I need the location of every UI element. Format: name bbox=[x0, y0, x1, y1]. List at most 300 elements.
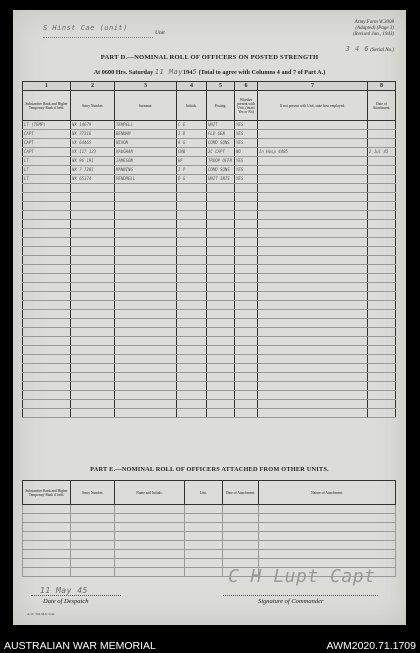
table-cell bbox=[23, 265, 71, 274]
table-cell bbox=[368, 409, 396, 418]
col-header-unit: Unit. bbox=[185, 481, 223, 505]
table-cell bbox=[23, 274, 71, 283]
serial-number bbox=[346, 45, 394, 53]
table-cell bbox=[235, 247, 258, 256]
table-cell bbox=[207, 238, 235, 247]
table-cell bbox=[177, 373, 207, 382]
table-cell bbox=[177, 193, 207, 202]
table-cell: VX 117 123 bbox=[71, 148, 115, 157]
table-cell bbox=[23, 256, 71, 265]
table-cell bbox=[115, 337, 177, 346]
table-cell bbox=[235, 391, 258, 400]
table-row bbox=[23, 148, 396, 157]
blank-row bbox=[23, 337, 396, 346]
table-cell bbox=[177, 211, 207, 220]
table-cell bbox=[368, 157, 396, 166]
table-cell bbox=[71, 346, 115, 355]
table-cell bbox=[368, 310, 396, 319]
table-cell bbox=[115, 202, 177, 211]
table-cell bbox=[258, 346, 368, 355]
table-cell bbox=[71, 364, 115, 373]
table-cell bbox=[368, 220, 396, 229]
table-cell bbox=[177, 274, 207, 283]
blank-row bbox=[23, 550, 396, 559]
table-cell bbox=[177, 238, 207, 247]
despatch-date-handwriting: 11 May 45 bbox=[40, 586, 88, 595]
col-header-present: Whether present with Unit. (insert Yes or No) bbox=[235, 91, 258, 121]
blank-row bbox=[23, 283, 396, 292]
column-number-row bbox=[23, 82, 396, 91]
table-cell bbox=[71, 409, 115, 418]
table-cell bbox=[71, 505, 115, 514]
table-cell bbox=[177, 184, 207, 193]
table-cell bbox=[71, 568, 115, 577]
table-cell bbox=[71, 184, 115, 193]
table-cell: A G bbox=[177, 139, 207, 148]
table-cell bbox=[115, 541, 185, 550]
col-header-posting: Posting. bbox=[207, 91, 235, 121]
table-cell: J P bbox=[177, 166, 207, 175]
table-cell bbox=[71, 202, 115, 211]
table-cell bbox=[258, 409, 368, 418]
table-cell bbox=[185, 568, 223, 577]
blank-row bbox=[23, 193, 396, 202]
table-cell bbox=[177, 409, 207, 418]
table-cell bbox=[185, 514, 223, 523]
table-cell bbox=[115, 193, 177, 202]
blank-row bbox=[23, 211, 396, 220]
table-cell: C E bbox=[177, 121, 207, 130]
part-e-header-row bbox=[23, 481, 396, 505]
table-cell bbox=[207, 256, 235, 265]
table-cell bbox=[23, 559, 71, 568]
table-cell bbox=[368, 292, 396, 301]
blank-row bbox=[23, 514, 396, 523]
table-cell bbox=[185, 532, 223, 541]
table-cell bbox=[115, 382, 177, 391]
table-cell bbox=[235, 409, 258, 418]
table-cell bbox=[71, 337, 115, 346]
blank-row bbox=[23, 184, 396, 193]
table-cell bbox=[71, 301, 115, 310]
blank-row bbox=[23, 310, 396, 319]
table-cell: PENDRELL bbox=[115, 175, 177, 184]
table-cell: NX 14679 bbox=[71, 121, 115, 130]
table-cell bbox=[177, 265, 207, 274]
col-header-initials: Initials. bbox=[177, 91, 207, 121]
table-cell bbox=[368, 184, 396, 193]
table-cell: TEMPELL bbox=[115, 121, 177, 130]
col-header-employment: If not present with Unit, state how employed. bbox=[258, 91, 368, 121]
table-cell bbox=[177, 229, 207, 238]
col-number: 1 bbox=[23, 82, 71, 91]
subtitle-date: 11 May bbox=[154, 68, 184, 76]
table-cell bbox=[207, 301, 235, 310]
table-cell bbox=[115, 211, 177, 220]
table-cell bbox=[259, 532, 396, 541]
table-cell bbox=[258, 364, 368, 373]
table-cell bbox=[258, 355, 368, 364]
table-cell bbox=[115, 247, 177, 256]
table-cell: D G bbox=[177, 175, 207, 184]
table-cell: CAPT bbox=[23, 148, 71, 157]
table-cell bbox=[115, 346, 177, 355]
table-cell: 2C CAPT bbox=[207, 148, 235, 157]
table-cell bbox=[71, 274, 115, 283]
blank-row bbox=[23, 256, 396, 265]
table-cell bbox=[115, 400, 177, 409]
table-cell bbox=[207, 202, 235, 211]
table-cell bbox=[368, 229, 396, 238]
table-cell: COMD SQNS bbox=[207, 166, 235, 175]
blank-row bbox=[23, 391, 396, 400]
table-cell: NIXON bbox=[115, 139, 177, 148]
table-cell bbox=[71, 193, 115, 202]
table-cell bbox=[177, 382, 207, 391]
table-cell bbox=[23, 532, 71, 541]
table-cell bbox=[258, 283, 368, 292]
table-cell bbox=[235, 202, 258, 211]
table-cell bbox=[23, 409, 71, 418]
table-cell bbox=[368, 166, 396, 175]
table-cell: FLD GEN bbox=[207, 130, 235, 139]
table-cell bbox=[71, 265, 115, 274]
table-cell bbox=[115, 184, 177, 193]
part-e-table bbox=[22, 480, 396, 577]
part-e-title: PART E.—NOMINAL ROLL OF OFFICERS ATTACHED FROM OTHER UNITS. bbox=[90, 466, 329, 473]
table-cell bbox=[207, 400, 235, 409]
table-cell bbox=[258, 301, 368, 310]
blank-row bbox=[23, 301, 396, 310]
table-cell: 2 Jul 45 bbox=[368, 148, 396, 157]
table-cell bbox=[71, 559, 115, 568]
blank-row bbox=[23, 265, 396, 274]
table-cell bbox=[258, 373, 368, 382]
table-cell bbox=[177, 319, 207, 328]
table-cell bbox=[71, 328, 115, 337]
table-cell bbox=[258, 265, 368, 274]
table-cell bbox=[177, 391, 207, 400]
table-cell bbox=[177, 355, 207, 364]
table-cell bbox=[258, 202, 368, 211]
table-cell bbox=[258, 247, 368, 256]
table-cell bbox=[235, 355, 258, 364]
unit-label: Unit bbox=[155, 30, 165, 36]
archive-footer bbox=[0, 637, 420, 653]
table-row bbox=[23, 121, 396, 130]
col-number: 3 bbox=[115, 82, 177, 91]
table-cell bbox=[177, 310, 207, 319]
table-cell bbox=[71, 400, 115, 409]
table-cell bbox=[368, 391, 396, 400]
table-cell bbox=[115, 220, 177, 229]
table-cell bbox=[207, 328, 235, 337]
table-cell bbox=[258, 139, 368, 148]
table-cell bbox=[115, 319, 177, 328]
table-cell bbox=[115, 292, 177, 301]
table-cell bbox=[23, 391, 71, 400]
table-cell bbox=[235, 301, 258, 310]
table-cell bbox=[258, 211, 368, 220]
signature-line bbox=[223, 595, 378, 596]
col-number: 4 bbox=[177, 82, 207, 91]
table-cell bbox=[235, 328, 258, 337]
table-cell: YES bbox=[235, 175, 258, 184]
col-header-rank: Substantive Rank and Higher Temporary Rank if held. bbox=[23, 91, 71, 121]
table-cell bbox=[223, 541, 259, 550]
table-cell bbox=[235, 265, 258, 274]
table-cell bbox=[23, 400, 71, 409]
blank-row bbox=[23, 292, 396, 301]
table-cell bbox=[115, 283, 177, 292]
unit-handwriting: S Hinst Cae (unit) bbox=[43, 24, 153, 38]
table-cell bbox=[258, 382, 368, 391]
table-cell: JAMESON bbox=[115, 157, 177, 166]
table-cell: MANNING bbox=[115, 166, 177, 175]
table-cell bbox=[71, 355, 115, 364]
table-cell: UNIT bbox=[207, 121, 235, 130]
table-cell bbox=[207, 193, 235, 202]
table-cell: UNIT INTS bbox=[207, 175, 235, 184]
table-cell bbox=[368, 121, 396, 130]
table-cell bbox=[115, 514, 185, 523]
col-header-attachment-date: Date of Attachment. bbox=[368, 91, 396, 121]
table-cell bbox=[185, 505, 223, 514]
table-row bbox=[23, 157, 396, 166]
table-cell bbox=[115, 265, 177, 274]
table-cell: LT (TEMP) bbox=[23, 121, 71, 130]
subtitle-suffix: (Total to agree with Columns 4 and 7 of Part A.) bbox=[198, 69, 326, 76]
table-cell bbox=[235, 292, 258, 301]
table-cell bbox=[207, 391, 235, 400]
table-cell: COMD SQNS bbox=[207, 139, 235, 148]
table-cell bbox=[207, 310, 235, 319]
table-cell bbox=[207, 184, 235, 193]
table-cell: HF bbox=[177, 157, 207, 166]
table-cell bbox=[258, 184, 368, 193]
table-cell bbox=[235, 283, 258, 292]
table-cell bbox=[223, 550, 259, 559]
table-cell bbox=[71, 256, 115, 265]
form-identifier bbox=[353, 20, 394, 38]
col-number: 5 bbox=[207, 82, 235, 91]
footer-institution: AUSTRALIAN WAR MEMORIAL bbox=[4, 640, 156, 652]
table-cell bbox=[71, 292, 115, 301]
table-cell bbox=[23, 292, 71, 301]
table-cell bbox=[207, 265, 235, 274]
table-cell bbox=[235, 256, 258, 265]
table-cell bbox=[368, 202, 396, 211]
table-cell bbox=[207, 319, 235, 328]
table-cell bbox=[368, 373, 396, 382]
table-cell bbox=[207, 409, 235, 418]
table-cell bbox=[71, 220, 115, 229]
table-cell: YES bbox=[235, 121, 258, 130]
table-cell bbox=[115, 256, 177, 265]
table-cell bbox=[71, 382, 115, 391]
col-header-army-number: Army Number. bbox=[71, 481, 115, 505]
table-cell bbox=[235, 193, 258, 202]
table-cell bbox=[177, 292, 207, 301]
table-cell bbox=[207, 337, 235, 346]
table-cell bbox=[207, 355, 235, 364]
table-cell bbox=[71, 541, 115, 550]
blank-row bbox=[23, 409, 396, 418]
table-cell: YES bbox=[235, 139, 258, 148]
table-cell: LT bbox=[23, 175, 71, 184]
table-cell bbox=[207, 220, 235, 229]
blank-row bbox=[23, 202, 396, 211]
table-cell bbox=[368, 301, 396, 310]
col-header-attachment-date: Date of Attachment. bbox=[223, 481, 259, 505]
table-cell bbox=[71, 532, 115, 541]
table-cell bbox=[115, 532, 185, 541]
table-cell bbox=[258, 238, 368, 247]
table-cell: CAPT bbox=[23, 130, 71, 139]
footer-accession-number: AWM2020.71.1709 bbox=[326, 640, 416, 652]
table-cell bbox=[23, 301, 71, 310]
table-cell bbox=[115, 229, 177, 238]
table-cell bbox=[258, 193, 368, 202]
table-cell bbox=[207, 346, 235, 355]
col-header-surname: Surname. bbox=[115, 91, 177, 121]
despatch-date-line bbox=[31, 595, 121, 596]
col-number: 6 bbox=[235, 82, 258, 91]
table-cell bbox=[115, 355, 177, 364]
table-row bbox=[23, 130, 396, 139]
table-cell bbox=[258, 157, 368, 166]
table-cell bbox=[368, 256, 396, 265]
table-cell bbox=[207, 292, 235, 301]
table-cell bbox=[258, 229, 368, 238]
part-d-table bbox=[22, 81, 396, 418]
table-cell bbox=[23, 247, 71, 256]
table-cell bbox=[115, 274, 177, 283]
table-cell bbox=[185, 523, 223, 532]
table-cell bbox=[177, 256, 207, 265]
signature-label: Signature of Commander bbox=[258, 598, 324, 605]
table-cell: NX 7 7201 bbox=[71, 166, 115, 175]
table-cell bbox=[23, 523, 71, 532]
table-cell bbox=[23, 346, 71, 355]
blank-row bbox=[23, 238, 396, 247]
table-cell bbox=[23, 184, 71, 193]
table-cell bbox=[23, 310, 71, 319]
table-cell bbox=[177, 301, 207, 310]
blank-row bbox=[23, 229, 396, 238]
table-cell: NO bbox=[235, 148, 258, 157]
table-cell bbox=[23, 220, 71, 229]
table-cell: CAPT bbox=[23, 139, 71, 148]
table-cell bbox=[235, 346, 258, 355]
table-cell bbox=[23, 319, 71, 328]
serial-handwriting: 3 4 6 bbox=[345, 45, 370, 53]
table-cell bbox=[368, 130, 396, 139]
col-header-name-initials: Name and Initials. bbox=[115, 481, 185, 505]
form-page bbox=[13, 10, 406, 625]
table-cell bbox=[177, 202, 207, 211]
table-cell: NX 65174 bbox=[71, 175, 115, 184]
table-cell bbox=[223, 505, 259, 514]
subtitle-year-digit: 5 bbox=[192, 68, 198, 76]
table-cell bbox=[23, 202, 71, 211]
table-cell bbox=[235, 274, 258, 283]
table-cell bbox=[259, 541, 396, 550]
table-cell bbox=[368, 400, 396, 409]
part-d-title: PART D.—NOMINAL ROLL OF OFFICERS ON POSTED STRENGTH bbox=[100, 54, 319, 61]
table-cell bbox=[71, 514, 115, 523]
table-cell bbox=[115, 310, 177, 319]
table-cell bbox=[23, 193, 71, 202]
table-cell bbox=[177, 364, 207, 373]
table-cell bbox=[207, 211, 235, 220]
table-cell bbox=[235, 364, 258, 373]
table-cell bbox=[368, 274, 396, 283]
subtitle-year: 194 bbox=[183, 69, 193, 76]
table-cell bbox=[259, 523, 396, 532]
col-number: 8 bbox=[368, 82, 396, 91]
table-cell bbox=[23, 364, 71, 373]
table-cell bbox=[23, 211, 71, 220]
table-cell bbox=[258, 328, 368, 337]
table-cell bbox=[368, 382, 396, 391]
table-cell bbox=[259, 505, 396, 514]
table-cell bbox=[258, 130, 368, 139]
col-header-army-number: Army Number. bbox=[71, 91, 115, 121]
blank-row bbox=[23, 247, 396, 256]
table-cell bbox=[23, 355, 71, 364]
subtitle-prefix: At 0600 Hrs. Saturday bbox=[93, 69, 154, 76]
table-cell bbox=[235, 373, 258, 382]
commander-signature: C H Lupt Capt bbox=[228, 566, 376, 587]
blank-row bbox=[23, 319, 396, 328]
col-number: 2 bbox=[71, 82, 115, 91]
table-cell bbox=[258, 166, 368, 175]
table-cell: TROOP OFFR bbox=[207, 157, 235, 166]
table-cell bbox=[23, 514, 71, 523]
table-cell bbox=[258, 400, 368, 409]
table-cell bbox=[235, 229, 258, 238]
table-cell bbox=[115, 364, 177, 373]
table-cell: LT bbox=[23, 166, 71, 175]
table-cell bbox=[368, 337, 396, 346]
blank-row bbox=[23, 220, 396, 229]
table-cell bbox=[235, 211, 258, 220]
table-cell bbox=[259, 550, 396, 559]
table-cell bbox=[235, 400, 258, 409]
table-cell: J D bbox=[177, 130, 207, 139]
table-cell: LT bbox=[23, 157, 71, 166]
table-cell bbox=[177, 346, 207, 355]
table-cell bbox=[23, 238, 71, 247]
table-cell: YES bbox=[235, 157, 258, 166]
table-cell bbox=[258, 175, 368, 184]
table-cell bbox=[115, 559, 185, 568]
table-cell bbox=[23, 337, 71, 346]
table-cell bbox=[235, 382, 258, 391]
form-line: Army Form W.3008 bbox=[354, 20, 394, 25]
table-cell bbox=[177, 283, 207, 292]
table-cell bbox=[235, 319, 258, 328]
table-cell bbox=[71, 211, 115, 220]
table-cell bbox=[177, 247, 207, 256]
blank-row bbox=[23, 346, 396, 355]
table-cell bbox=[71, 319, 115, 328]
table-cell bbox=[23, 541, 71, 550]
table-cell bbox=[368, 265, 396, 274]
table-cell bbox=[368, 283, 396, 292]
col-number: 7 bbox=[258, 82, 368, 91]
